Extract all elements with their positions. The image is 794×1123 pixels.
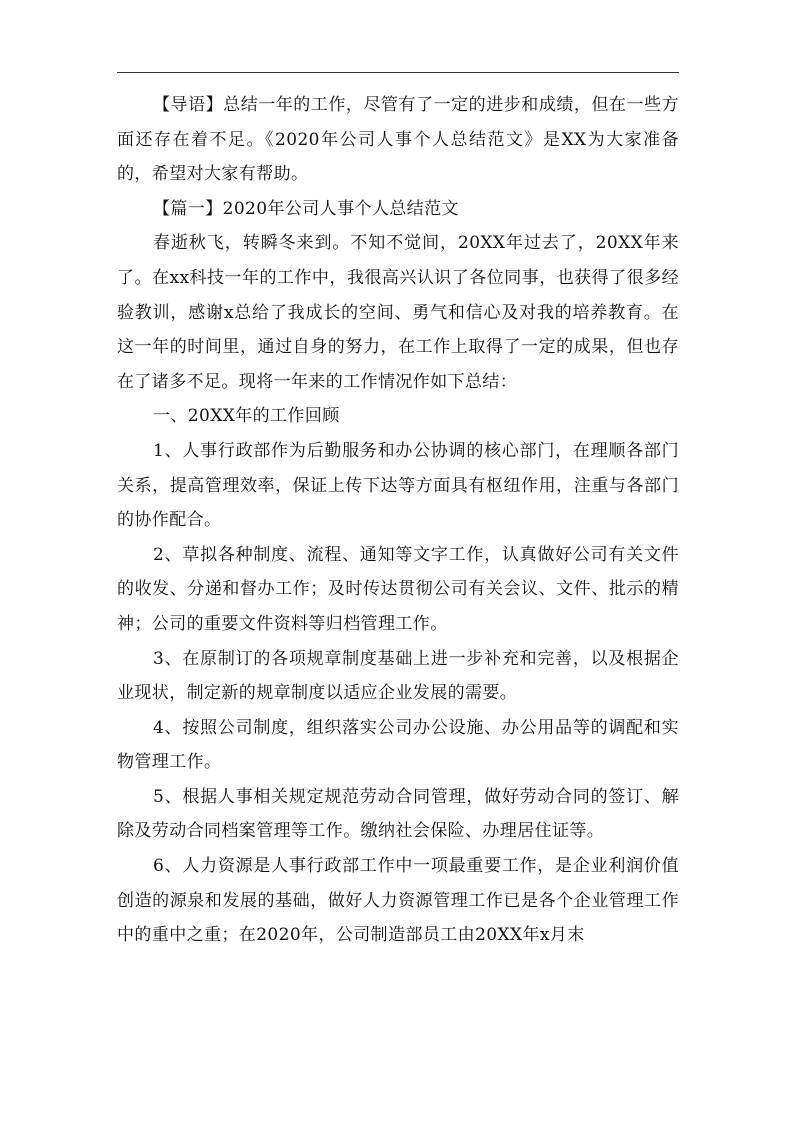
item-3-paragraph: 3、在原制订的各项规章制度基础上进一步补充和完善，以及根据企业现状，制定新的规章制度以适应企业发展的需要。 bbox=[117, 648, 679, 704]
item-1-paragraph: 1、人事行政部作为后勤服务和办公协调的核心部门，在理顺各部门关系，提高管理效率，保证上传下达等方面具有枢纽作用，注重与各部门的协作配合。 bbox=[117, 440, 679, 531]
document-body bbox=[117, 88, 679, 953]
item-5-paragraph: 5、根据人事相关规定规范劳动合同管理，做好劳动合同的签订、解除及劳动合同档案管理等工作。缴纳社会保险、办理居住证等。 bbox=[117, 786, 679, 842]
intro-paragraph: 【导语】总结一年的工作，尽管有了一定的进步和成绩，但在一些方面还存在着不足。《2020年公司人事个人总结范文》是XX为大家准备的，希望对大家有帮助。 bbox=[117, 95, 679, 185]
review-heading: 一、20XX年的工作回顾 bbox=[153, 406, 340, 427]
item-2-paragraph: 2、草拟各种制度、流程、通知等文字工作，认真做好公司有关文件的收发、分递和督办工作；及时传达贯彻公司有关会议、文件、批示的精神；公司的重要文件资料等归档管理工作。 bbox=[117, 544, 679, 634]
item-4-paragraph: 4、按照公司制度，组织落实公司办公设施、办公用品等的调配和实物管理工作。 bbox=[117, 717, 679, 773]
opening-paragraph: 春逝秋飞，转瞬冬来到。不知不觉间，20XX年过去了，20XX年来了。在xx科技一年的工作中，我很高兴认识了各位同事，也获得了很多经验教训，感谢x总给了我成长的空间、勇气和信心及对我的培养教育。在这一年的时间里，通过自身的努力，在工作上取得了一定的成果，但也存在了诸多不足。现将一年来的工作情况作如下总结： bbox=[117, 233, 679, 392]
item-6-paragraph: 6、人力资源是人事行政部工作中一项最重要工作，是企业利润价值创造的源泉和发展的基础，做好人力资源管理工作已是各个企业管理工作中的重中之重；在2020年，公司制造部员工由20XX年x月末 bbox=[117, 856, 679, 946]
header-rule bbox=[117, 72, 679, 73]
section-title: 【篇一】2020年公司人事个人总结范文 bbox=[153, 198, 459, 219]
